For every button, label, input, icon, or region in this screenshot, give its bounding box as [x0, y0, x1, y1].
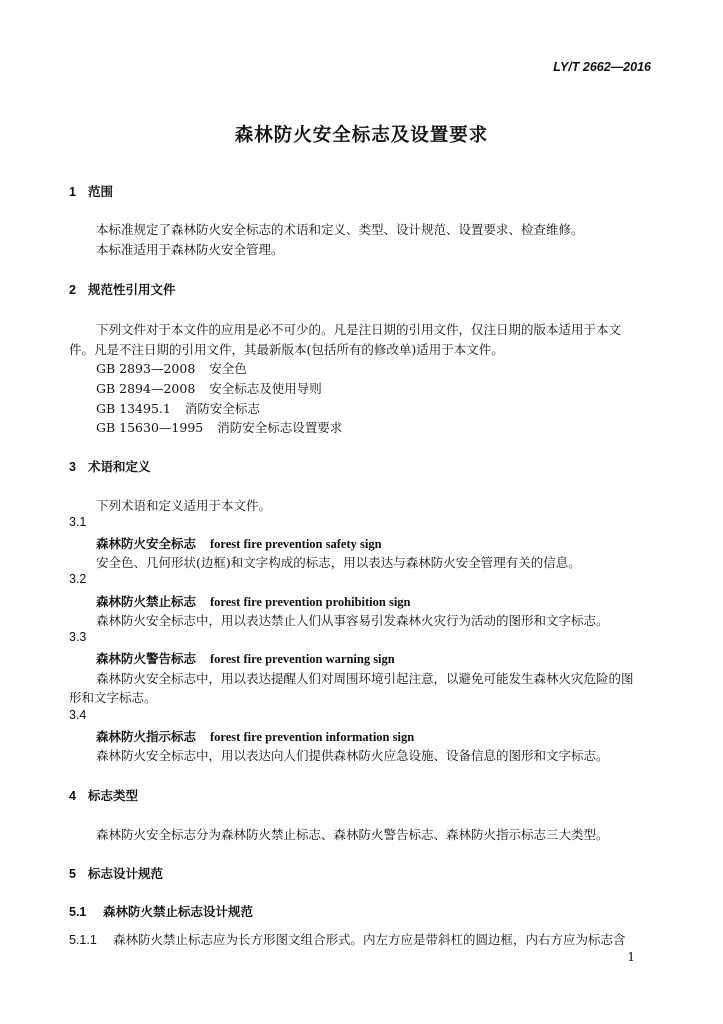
reference-code: GB 2893—2008 — [96, 361, 196, 376]
term-number: 3.1 — [69, 515, 87, 529]
term-definition: 安全色、几何形状(边框)和文字构成的标志，用以表达与森林防火安全管理有关的信息。 — [96, 555, 581, 570]
reference-code: GB 2894—2008 — [96, 381, 196, 396]
page-number: 1 — [627, 950, 635, 964]
standard-code: LY/T 2662—2016 — [553, 60, 651, 74]
reference-name: 消防安全标志 — [184, 401, 260, 416]
section-2-heading — [69, 280, 176, 298]
paragraph: 下列文件对于本文件的应用是必不可少的。凡是注日期的引用文件，仅注日期的版本适用于本文 — [96, 322, 622, 337]
paragraph: 本标准规定了森林防火安全标志的术语和定义、类型、设计规范、设置要求、检查维修。 — [96, 222, 584, 237]
term-definition: 森林防火安全标志中，用以表达向人们提供森林防火应急设施、设备信息的图形和文字标志。 — [96, 748, 609, 763]
term-zh: 森林防火警告标志 — [96, 651, 197, 666]
paragraph: 下列术语和定义适用于本文件。 — [96, 498, 272, 513]
reference-item — [96, 359, 247, 377]
term-definition: 森林防火安全标志中，用以表达禁止人们从事容易引发森林火灾行为活动的图形和文字标志。 — [96, 613, 609, 628]
section-number: 3 — [69, 460, 76, 474]
paragraph: 件。凡是不注日期的引用文件，其最新版本(包括所有的修改单)适用于本文件。 — [69, 342, 504, 357]
term-en: forest fire prevention prohibition sign — [210, 595, 411, 609]
paragraph: 本标准适用于森林防火安全管理。 — [96, 242, 284, 257]
section-title: 标志类型 — [88, 788, 139, 803]
clause-text: 森林防火禁止标志应为长方形图文组合形式。内左方应是带斜杠的圆边框，内右方应为标志含 — [113, 932, 626, 947]
section-number: 2 — [69, 283, 76, 297]
section-title: 术语和定义 — [88, 459, 151, 474]
reference-code: GB 15630—1995 — [96, 420, 204, 435]
section-number: 1 — [69, 185, 76, 199]
section-4-heading — [69, 786, 138, 804]
section-number: 5 — [69, 867, 76, 881]
term-number: 3.2 — [69, 572, 87, 586]
term-en: forest fire prevention warning sign — [210, 652, 395, 666]
term-definition-continued: 形和文字标志。 — [69, 690, 157, 705]
term-en: forest fire prevention safety sign — [210, 537, 382, 551]
reference-item — [96, 379, 322, 397]
term-title — [96, 649, 395, 667]
term-number: 3.4 — [69, 708, 87, 722]
clause — [69, 930, 626, 948]
section-title: 范围 — [88, 184, 114, 199]
term-zh: 森林防火禁止标志 — [96, 594, 197, 609]
reference-name: 消防安全标志设置要求 — [217, 420, 343, 435]
section-3-heading — [69, 457, 151, 475]
document-title: 森林防火安全标志及设置要求 — [234, 125, 489, 146]
reference-name: 安全色 — [209, 361, 247, 376]
reference-item — [96, 399, 260, 417]
term-zh: 森林防火安全标志 — [96, 536, 197, 551]
term-title — [96, 534, 382, 552]
reference-name: 安全标志及使用导则 — [209, 381, 322, 396]
reference-code: GB 13495.1 — [96, 401, 171, 416]
subsection-title: 森林防火禁止标志设计规范 — [103, 904, 254, 919]
term-title — [96, 727, 414, 745]
section-1-heading — [69, 182, 113, 200]
subsection-number: 5.1 — [69, 905, 87, 919]
reference-item — [96, 418, 342, 436]
clause-number: 5.1.1 — [69, 933, 97, 947]
term-number: 3.3 — [69, 630, 87, 644]
term-definition: 森林防火安全标志中，用以表达提醒人们对周围环境引起注意，以避免可能发生森林火灾危险的图 — [96, 671, 634, 686]
term-title — [96, 592, 411, 610]
subsection-heading — [69, 902, 253, 920]
term-zh: 森林防火指示标志 — [96, 729, 197, 744]
section-5-heading — [69, 864, 163, 882]
paragraph: 森林防火安全标志分为森林防火禁止标志、森林防火警告标志、森林防火指示标志三大类型。 — [96, 827, 609, 842]
section-number: 4 — [69, 789, 76, 803]
section-title: 标志设计规范 — [88, 866, 164, 881]
term-en: forest fire prevention information sign — [210, 730, 415, 744]
section-title: 规范性引用文件 — [88, 282, 176, 297]
